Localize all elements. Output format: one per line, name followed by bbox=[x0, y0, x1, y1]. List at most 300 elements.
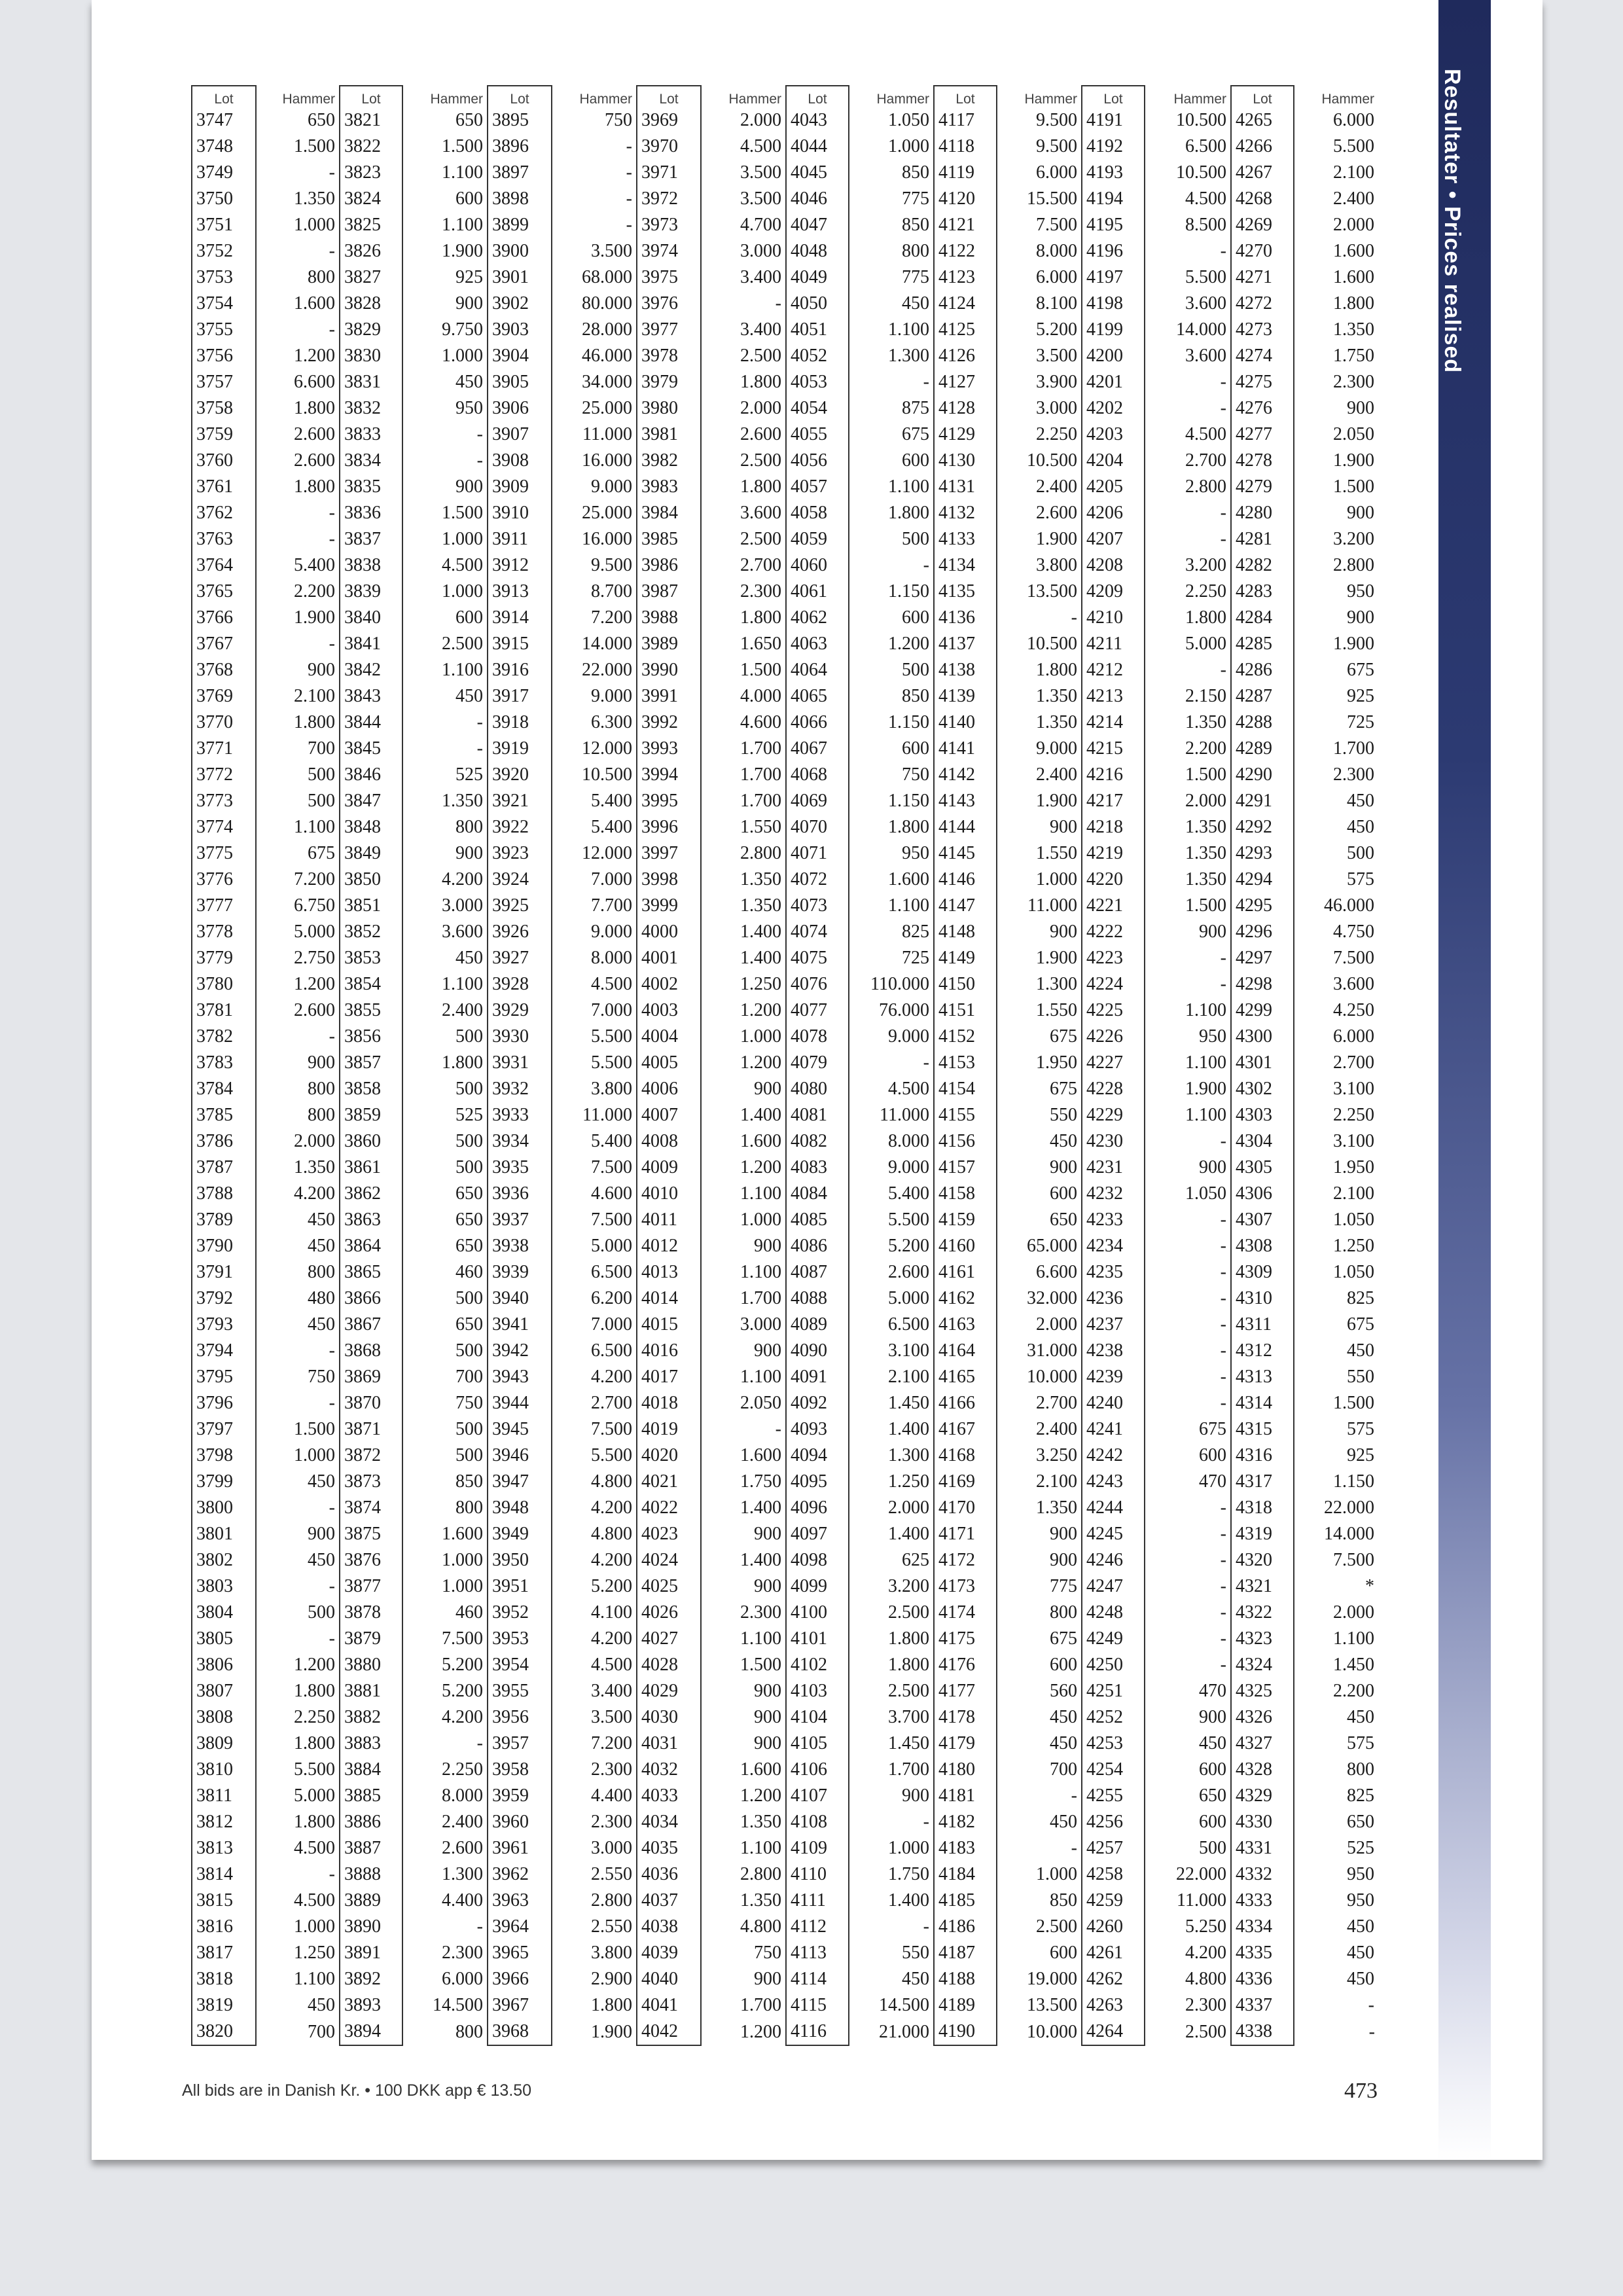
lot-number: 4102 bbox=[786, 1652, 849, 1678]
hammer-price: 3.400 bbox=[591, 1681, 632, 1701]
lot-number: 3877 bbox=[340, 1573, 402, 1600]
lot-number: 3970 bbox=[637, 134, 701, 160]
hammer-price: 2.700 bbox=[1333, 1052, 1374, 1073]
lot-number: 4318 bbox=[1231, 1495, 1294, 1521]
lot-number: 4162 bbox=[934, 1285, 997, 1312]
hammer-price: 950 bbox=[455, 398, 483, 418]
lot-number: 3929 bbox=[488, 997, 552, 1024]
lot-number: 4071 bbox=[786, 840, 849, 867]
hammer-price: 2.900 bbox=[591, 1969, 632, 1989]
lot-number: 4035 bbox=[637, 1835, 701, 1861]
lot-number: 3853 bbox=[340, 945, 402, 971]
hammer-price: 675 bbox=[1050, 1026, 1077, 1047]
hammer-price: 500 bbox=[455, 1340, 483, 1361]
hammer-price: 460 bbox=[455, 1262, 483, 1282]
hammer-price: 600 bbox=[1050, 1183, 1077, 1204]
lot-number: 4242 bbox=[1082, 1443, 1145, 1469]
hammer-price: 1.100 bbox=[442, 974, 483, 994]
lot-number: 3749 bbox=[192, 160, 256, 186]
hammer-price: 900 bbox=[1347, 398, 1374, 418]
lot-number: 4314 bbox=[1231, 1390, 1294, 1416]
hammer-price: 3.000 bbox=[1036, 398, 1077, 418]
lot-number: 4264 bbox=[1082, 2018, 1145, 2045]
lot-number: 3965 bbox=[488, 1940, 552, 1966]
hammer-price: 850 bbox=[902, 162, 929, 183]
lot-number: 4173 bbox=[934, 1573, 997, 1600]
hammer-price: 1.350 bbox=[1036, 1498, 1077, 1518]
lot-number: 3914 bbox=[488, 605, 552, 631]
lot-number: 4125 bbox=[934, 317, 997, 343]
hammer-price: 925 bbox=[455, 267, 483, 287]
hammer-price: 1.100 bbox=[1333, 1628, 1374, 1649]
hammer-price: 7.700 bbox=[591, 895, 632, 916]
lot-number: 3760 bbox=[192, 448, 256, 474]
hammer-price: 1.750 bbox=[888, 1864, 929, 1884]
table-row bbox=[192, 840, 1379, 867]
hammer-price: 575 bbox=[1347, 869, 1374, 889]
hammer-price: - bbox=[1220, 503, 1226, 523]
lot-number: 4188 bbox=[934, 1966, 997, 1992]
hammer-price: 500 bbox=[455, 1026, 483, 1047]
hammer-price: 1.900 bbox=[1333, 450, 1374, 471]
hammer-price: - bbox=[1220, 974, 1226, 994]
lot-number: 4225 bbox=[1082, 997, 1145, 1024]
lot-number: 4155 bbox=[934, 1102, 997, 1128]
lot-number: 3822 bbox=[340, 134, 402, 160]
hammer-price: 600 bbox=[902, 738, 929, 759]
hammer-price: 14.500 bbox=[879, 1995, 929, 2015]
lot-number: 4072 bbox=[786, 867, 849, 893]
hammer-price: 900 bbox=[1347, 607, 1374, 628]
hammer-price: 1.800 bbox=[294, 476, 335, 497]
lot-number: 3950 bbox=[488, 1547, 552, 1573]
lot-number: 3931 bbox=[488, 1050, 552, 1076]
hammer-price: 80.000 bbox=[582, 293, 632, 314]
lot-number: 3972 bbox=[637, 186, 701, 212]
hammer-price: 450 bbox=[1050, 1733, 1077, 1753]
hammer-price: 925 bbox=[1347, 1445, 1374, 1465]
hammer-price: 800 bbox=[902, 241, 929, 261]
hammer-price: 2.600 bbox=[442, 1838, 483, 1858]
hammer-price: 2.700 bbox=[1185, 450, 1226, 471]
hammer-price: 9.000 bbox=[888, 1157, 929, 1177]
hammer-price: 2.550 bbox=[591, 1916, 632, 1937]
hammer-price: 2.000 bbox=[740, 398, 781, 418]
hammer-price: 4.600 bbox=[591, 1183, 632, 1204]
hammer-price: 4.500 bbox=[740, 136, 781, 156]
lot-number: 3957 bbox=[488, 1731, 552, 1757]
hammer-price: 470 bbox=[1199, 1681, 1226, 1701]
lot-number: 4018 bbox=[637, 1390, 701, 1416]
lot-number: 3837 bbox=[340, 526, 402, 552]
lot-number: 3833 bbox=[340, 422, 402, 448]
hammer-price: 1.800 bbox=[1333, 293, 1374, 314]
lot-number: 3907 bbox=[488, 422, 552, 448]
hammer-price: 5.000 bbox=[294, 1785, 335, 1806]
lot-number: 3753 bbox=[192, 264, 256, 291]
lot-number: 3854 bbox=[340, 971, 402, 997]
lot-number: 3983 bbox=[637, 474, 701, 500]
hammer-price: 900 bbox=[308, 1052, 335, 1073]
lot-number: 3985 bbox=[637, 526, 701, 552]
lot-number: 3901 bbox=[488, 264, 552, 291]
lot-number: 4328 bbox=[1231, 1757, 1294, 1783]
hammer-price: 900 bbox=[754, 1236, 781, 1256]
lot-number: 4287 bbox=[1231, 683, 1294, 709]
table-row bbox=[192, 395, 1379, 422]
lot-number: 3890 bbox=[340, 1914, 402, 1940]
table-row bbox=[192, 317, 1379, 343]
lot-number: 3878 bbox=[340, 1600, 402, 1626]
hammer-price: 2.100 bbox=[1036, 1471, 1077, 1492]
hammer-price: * bbox=[1365, 1576, 1374, 1596]
hammer-price: 450 bbox=[1347, 1969, 1374, 1989]
lot-number: 4248 bbox=[1082, 1600, 1145, 1626]
table-row bbox=[192, 1102, 1379, 1128]
lot-number: 4126 bbox=[934, 343, 997, 369]
hammer-price: 7.500 bbox=[1036, 215, 1077, 235]
lot-number: 4214 bbox=[1082, 709, 1145, 736]
lot-number: 4175 bbox=[934, 1626, 997, 1652]
lot-number: 3849 bbox=[340, 840, 402, 867]
lot-number: 3847 bbox=[340, 788, 402, 814]
lot-number: 3989 bbox=[637, 631, 701, 657]
lot-number: 4133 bbox=[934, 526, 997, 552]
hammer-price: 2.400 bbox=[1333, 188, 1374, 209]
hammer-price: 1.100 bbox=[888, 895, 929, 916]
lot-number: 4085 bbox=[786, 1207, 849, 1233]
lot-number: 3863 bbox=[340, 1207, 402, 1233]
hammer-price: 1.500 bbox=[740, 660, 781, 680]
lot-number: 3866 bbox=[340, 1285, 402, 1312]
hammer-price: - bbox=[626, 188, 632, 209]
hammer-price: 1.500 bbox=[1185, 764, 1226, 785]
hammer-price: 5.500 bbox=[1185, 267, 1226, 287]
lot-number: 3816 bbox=[192, 1914, 256, 1940]
lot-number: 4185 bbox=[934, 1888, 997, 1914]
hammer-price: 2.000 bbox=[294, 1131, 335, 1151]
lot-number: 3841 bbox=[340, 631, 402, 657]
hammer-price: - bbox=[329, 319, 335, 340]
lot-number: 3966 bbox=[488, 1966, 552, 1992]
lot-number: 4053 bbox=[786, 369, 849, 395]
hammer-price: 1.800 bbox=[888, 817, 929, 837]
lot-number: 3834 bbox=[340, 448, 402, 474]
lot-number: 3908 bbox=[488, 448, 552, 474]
lot-number: 4251 bbox=[1082, 1678, 1145, 1704]
hammer-price: 1.100 bbox=[1185, 1000, 1226, 1020]
table-row bbox=[192, 422, 1379, 448]
hammer-price: 2.150 bbox=[1185, 686, 1226, 706]
lot-number: 4186 bbox=[934, 1914, 997, 1940]
lot-number: 4277 bbox=[1231, 422, 1294, 448]
lot-number: 4149 bbox=[934, 945, 997, 971]
table-row bbox=[192, 1888, 1379, 1914]
lot-number: 3818 bbox=[192, 1966, 256, 1992]
hammer-price: - bbox=[1220, 1210, 1226, 1230]
lot-number: 4106 bbox=[786, 1757, 849, 1783]
lot-number: 3946 bbox=[488, 1443, 552, 1469]
lot-number: 3900 bbox=[488, 238, 552, 264]
table-row bbox=[192, 683, 1379, 709]
hammer-price: 1.500 bbox=[294, 1419, 335, 1439]
lot-number: 3770 bbox=[192, 709, 256, 736]
lot-number: 4159 bbox=[934, 1207, 997, 1233]
hammer-price: 1.350 bbox=[1036, 686, 1077, 706]
lot-number: 4063 bbox=[786, 631, 849, 657]
table-row bbox=[192, 1312, 1379, 1338]
lot-number: 3879 bbox=[340, 1626, 402, 1652]
lot-number: 3785 bbox=[192, 1102, 256, 1128]
lot-number: 3927 bbox=[488, 945, 552, 971]
table-row bbox=[192, 291, 1379, 317]
hammer-price: 5.000 bbox=[888, 1288, 929, 1308]
hammer-price: 68.000 bbox=[582, 267, 632, 287]
lot-number: 4316 bbox=[1231, 1443, 1294, 1469]
hammer-price: 1.350 bbox=[294, 1157, 335, 1177]
table-row bbox=[192, 526, 1379, 552]
hammer-price: 2.300 bbox=[1185, 1995, 1226, 2015]
lot-number: 3904 bbox=[488, 343, 552, 369]
lot-number: 4307 bbox=[1231, 1207, 1294, 1233]
lot-number: 4281 bbox=[1231, 526, 1294, 552]
lot-number: 4335 bbox=[1231, 1940, 1294, 1966]
table-row bbox=[192, 1285, 1379, 1312]
lot-number: 4333 bbox=[1231, 1888, 1294, 1914]
lot-number: 4274 bbox=[1231, 343, 1294, 369]
lot-number: 4105 bbox=[786, 1731, 849, 1757]
hammer-price: 14.000 bbox=[582, 634, 632, 654]
hammer-price: 1.100 bbox=[1185, 1105, 1226, 1125]
lot-number: 4022 bbox=[637, 1495, 701, 1521]
lot-number: 3776 bbox=[192, 867, 256, 893]
lot-number: 3935 bbox=[488, 1155, 552, 1181]
hammer-price: 1.000 bbox=[888, 136, 929, 156]
lot-number: 4315 bbox=[1231, 1416, 1294, 1443]
lot-number: 3803 bbox=[192, 1573, 256, 1600]
lot-number: 3806 bbox=[192, 1652, 256, 1678]
lot-number: 4122 bbox=[934, 238, 997, 264]
hammer-price: 850 bbox=[1050, 1890, 1077, 1910]
hammer-price: - bbox=[1220, 1576, 1226, 1596]
lot-number: 4177 bbox=[934, 1678, 997, 1704]
hammer-price: 900 bbox=[754, 1340, 781, 1361]
lot-number: 4247 bbox=[1082, 1573, 1145, 1600]
lot-number: 4304 bbox=[1231, 1128, 1294, 1155]
hammer-price: 3.800 bbox=[591, 1079, 632, 1099]
lot-number: 4327 bbox=[1231, 1731, 1294, 1757]
hammer-price: 6.000 bbox=[442, 1969, 483, 1989]
lot-number: 3912 bbox=[488, 552, 552, 579]
lot-number: 3813 bbox=[192, 1835, 256, 1861]
lot-number: 4048 bbox=[786, 238, 849, 264]
hammer-price: 4.500 bbox=[1185, 188, 1226, 209]
hammer-price: 4.800 bbox=[1185, 1969, 1226, 1989]
hammer-price: 1.250 bbox=[740, 974, 781, 994]
hammer-price: 4.200 bbox=[591, 1550, 632, 1570]
table-row bbox=[192, 867, 1379, 893]
lot-number: 3769 bbox=[192, 683, 256, 709]
hammer-price: 1.000 bbox=[442, 581, 483, 601]
hammer-price: 675 bbox=[1050, 1628, 1077, 1649]
table-row bbox=[192, 1495, 1379, 1521]
lot-number: 3959 bbox=[488, 1783, 552, 1809]
lot-number: 3796 bbox=[192, 1390, 256, 1416]
hammer-price: 3.600 bbox=[442, 922, 483, 942]
lot-number: 4194 bbox=[1082, 186, 1145, 212]
hammer-price: - bbox=[923, 1052, 929, 1073]
lot-number: 3848 bbox=[340, 814, 402, 840]
table-row bbox=[192, 474, 1379, 500]
lot-number: 4239 bbox=[1082, 1364, 1145, 1390]
lot-number: 4331 bbox=[1231, 1835, 1294, 1861]
lot-number: 4065 bbox=[786, 683, 849, 709]
lot-number: 4057 bbox=[786, 474, 849, 500]
lot-number: 4148 bbox=[934, 919, 997, 945]
lot-number: 4259 bbox=[1082, 1888, 1145, 1914]
lot-number: 3789 bbox=[192, 1207, 256, 1233]
hammer-price: 1.200 bbox=[294, 974, 335, 994]
lot-number: 3932 bbox=[488, 1076, 552, 1102]
hammer-price: 1.800 bbox=[888, 1628, 929, 1649]
lot-number: 4250 bbox=[1082, 1652, 1145, 1678]
lot-number: 3910 bbox=[488, 500, 552, 526]
lot-number: 4273 bbox=[1231, 317, 1294, 343]
hammer-price: 575 bbox=[1347, 1733, 1374, 1753]
lot-number: 4220 bbox=[1082, 867, 1145, 893]
hammer-price: 5.500 bbox=[591, 1445, 632, 1465]
lot-number: 3928 bbox=[488, 971, 552, 997]
lot-number: 3926 bbox=[488, 919, 552, 945]
hammer-price: 900 bbox=[1050, 1524, 1077, 1544]
lot-number: 4293 bbox=[1231, 840, 1294, 867]
hammer-price: - bbox=[1220, 1393, 1226, 1413]
lot-number: 4205 bbox=[1082, 474, 1145, 500]
lot-number: 4245 bbox=[1082, 1521, 1145, 1547]
lot-number: 4158 bbox=[934, 1181, 997, 1207]
table-row bbox=[192, 1835, 1379, 1861]
lot-number: 3988 bbox=[637, 605, 701, 631]
lot-number: 4279 bbox=[1231, 474, 1294, 500]
lot-number: 3793 bbox=[192, 1312, 256, 1338]
lot-number: 4132 bbox=[934, 500, 997, 526]
hammer-price: 1.600 bbox=[740, 1131, 781, 1151]
lot-number: 4029 bbox=[637, 1678, 701, 1704]
lot-number: 3881 bbox=[340, 1678, 402, 1704]
lot-number: 4183 bbox=[934, 1835, 997, 1861]
hammer-price: 3.000 bbox=[740, 241, 781, 261]
lot-number: 4326 bbox=[1231, 1704, 1294, 1731]
hammer-price: 1.350 bbox=[1185, 869, 1226, 889]
hammer-price: 1.200 bbox=[740, 1785, 781, 1806]
lot-number: 3860 bbox=[340, 1128, 402, 1155]
lot-number: 4115 bbox=[786, 1992, 849, 2018]
hammer-price: 6.000 bbox=[1333, 110, 1374, 130]
table-row bbox=[192, 1233, 1379, 1259]
lot-number: 3828 bbox=[340, 291, 402, 317]
lot-number: 3998 bbox=[637, 867, 701, 893]
hammer-price: 1.800 bbox=[888, 503, 929, 523]
lot-number: 3889 bbox=[340, 1888, 402, 1914]
hammer-price: - bbox=[329, 1026, 335, 1047]
hammer-price: 1.900 bbox=[442, 241, 483, 261]
hammer-price: - bbox=[1220, 1628, 1226, 1649]
hammer-price: 1.200 bbox=[740, 2021, 781, 2042]
lot-number: 3923 bbox=[488, 840, 552, 867]
lot-number: 4292 bbox=[1231, 814, 1294, 840]
lot-number: 3999 bbox=[637, 893, 701, 919]
lot-number: 3842 bbox=[340, 657, 402, 683]
table-row bbox=[192, 945, 1379, 971]
hammer-price: 1.200 bbox=[294, 346, 335, 366]
hammer-price: 1.800 bbox=[888, 1655, 929, 1675]
lot-number: 4002 bbox=[637, 971, 701, 997]
hammer-price: - bbox=[329, 1393, 335, 1413]
hammer-price: 450 bbox=[1347, 1943, 1374, 1963]
lot-number: 4216 bbox=[1082, 762, 1145, 788]
lot-number: 4258 bbox=[1082, 1861, 1145, 1888]
hammer-price: 6.600 bbox=[1036, 1262, 1077, 1282]
hammer-price: 450 bbox=[1347, 791, 1374, 811]
lot-number: 3924 bbox=[488, 867, 552, 893]
lot-number: 3787 bbox=[192, 1155, 256, 1181]
lot-number: 4108 bbox=[786, 1809, 849, 1835]
table-row bbox=[192, 1128, 1379, 1155]
hammer-price: - bbox=[626, 162, 632, 183]
hammer-price: 3.500 bbox=[740, 162, 781, 183]
lot-number: 3812 bbox=[192, 1809, 256, 1835]
hammer-price: 2.000 bbox=[740, 110, 781, 130]
hammer-price: 1.100 bbox=[442, 660, 483, 680]
hammer-price: - bbox=[1220, 1314, 1226, 1335]
lot-number: 4008 bbox=[637, 1128, 701, 1155]
lot-number: 3892 bbox=[340, 1966, 402, 1992]
lot-number: 4313 bbox=[1231, 1364, 1294, 1390]
hammer-price: 1.400 bbox=[740, 1498, 781, 1518]
lot-number: 4204 bbox=[1082, 448, 1145, 474]
hammer-price: 7.200 bbox=[591, 1733, 632, 1753]
hammer-price: 2.000 bbox=[1333, 215, 1374, 235]
hammer-price: 850 bbox=[455, 1471, 483, 1492]
hammer-price: 2.600 bbox=[1036, 503, 1077, 523]
lot-number: 4110 bbox=[786, 1861, 849, 1888]
hammer-price: 12.000 bbox=[582, 738, 632, 759]
hammer-price: - bbox=[1220, 1524, 1226, 1544]
lot-number: 3850 bbox=[340, 867, 402, 893]
hammer-price: 2.500 bbox=[442, 634, 483, 654]
hammer-price: 500 bbox=[308, 1602, 335, 1623]
lot-number: 4324 bbox=[1231, 1652, 1294, 1678]
lot-number: 3944 bbox=[488, 1390, 552, 1416]
hammer-price: 3.500 bbox=[591, 1707, 632, 1727]
hammer-price: 10.000 bbox=[1027, 2021, 1077, 2042]
table-row bbox=[192, 1155, 1379, 1181]
lot-number: 3780 bbox=[192, 971, 256, 997]
hammer-price: 675 bbox=[902, 424, 929, 444]
hammer-price: 1.350 bbox=[1333, 319, 1374, 340]
hammer-price: 2.750 bbox=[294, 948, 335, 968]
hammer-price: 4.500 bbox=[294, 1890, 335, 1910]
hammer-price: 450 bbox=[1347, 817, 1374, 837]
lot-number: 4325 bbox=[1231, 1678, 1294, 1704]
hammer-price: 1.400 bbox=[740, 922, 781, 942]
hammer-price: 11.000 bbox=[880, 1105, 929, 1125]
lot-number: 3990 bbox=[637, 657, 701, 683]
lot-number: 4051 bbox=[786, 317, 849, 343]
hammer-price: 4.500 bbox=[591, 974, 632, 994]
lot-number: 3964 bbox=[488, 1914, 552, 1940]
table-row bbox=[192, 238, 1379, 264]
